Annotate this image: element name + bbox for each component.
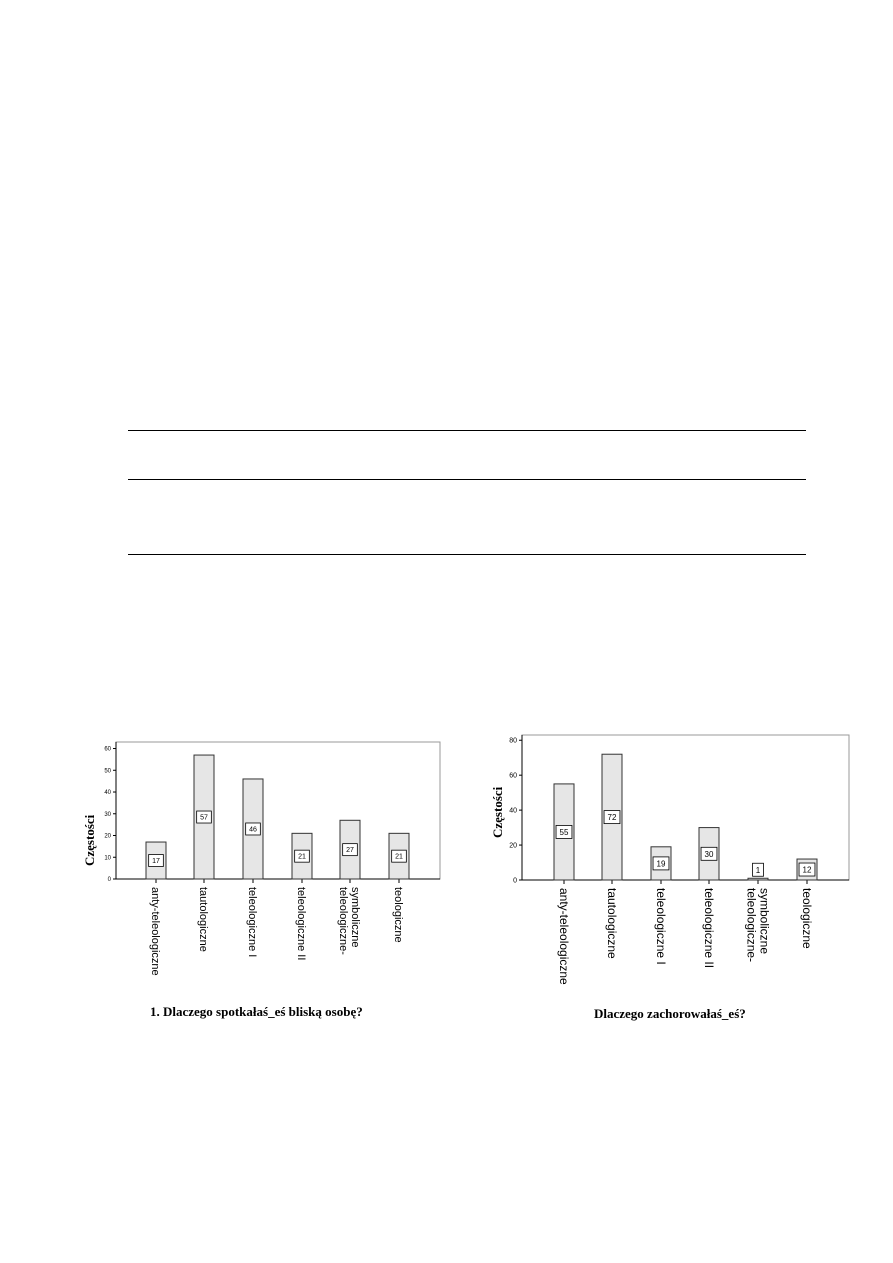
- chart-left-y-tick-label: 20: [104, 833, 111, 840]
- chart-right-value-label: 72: [607, 813, 617, 823]
- chart-left-y-tick-label: 40: [104, 790, 111, 797]
- chart-left-category-label-line: teleologiczne-: [337, 887, 350, 955]
- chart-right-category-label: [702, 888, 716, 968]
- chart-left-value-label: 57: [200, 814, 208, 822]
- chart-right-category-label: [605, 888, 619, 959]
- chart-right-bar: [748, 878, 768, 880]
- chart-right-y-tick-label: 60: [509, 772, 517, 780]
- chart-left-x-axis-title: 1. Dlaczego spotkałaś_eś bliską osobę?: [150, 1004, 363, 1019]
- chart-right-category-label: [654, 888, 668, 965]
- chart-right-category-label-line: teleologiczne I: [653, 888, 668, 965]
- chart-right-x-axis-title: Dlaczego zachorowałaś_eś?: [594, 1006, 746, 1021]
- chart-right-y-axis-label: Częstości: [490, 786, 505, 838]
- chart-right-category-label-line: teleologiczne-: [744, 888, 759, 963]
- chart-right-value-label: 55: [559, 827, 569, 837]
- chart-right-value-label: 1: [755, 865, 761, 875]
- chart-right-category-label-line: tautologiczne: [604, 888, 619, 959]
- chart-right-category-label-line: teologiczne: [799, 888, 814, 949]
- chart-left-value-label: 17: [152, 858, 160, 866]
- chart-left-value-label: 21: [298, 853, 306, 861]
- chart-left-value-label: 21: [395, 853, 403, 861]
- chart-left-y-tick-label: 60: [104, 746, 111, 753]
- chart-left-category-label-line: teleologiczne I: [246, 887, 259, 958]
- chart-left-y-tick-label: 30: [104, 811, 111, 818]
- chart-left-category-label-line: tautologiczne: [197, 887, 210, 952]
- chart-right-category-label: [744, 888, 771, 962]
- chart-left-value-label: 46: [249, 826, 257, 834]
- chart-right-value-label: 30: [704, 849, 714, 859]
- chart-left-y-axis-label: Częstości: [82, 814, 97, 866]
- chart-left-category-label-line: symboliczne: [349, 887, 362, 948]
- chart-right-y-tick-label: 0: [513, 877, 517, 885]
- chart-left-value-label: 27: [346, 847, 354, 855]
- chart-right-category-label-line: teleologiczne II: [701, 888, 716, 969]
- chart-right-category-label: [800, 888, 814, 949]
- chart-right-category-label-line: symboliczne: [757, 888, 772, 955]
- chart-left-y-tick-label: 10: [104, 855, 111, 862]
- chart-right-y-tick-label: 20: [509, 842, 517, 850]
- chart-right-category-label-line: anty-teleologiczne: [556, 888, 571, 985]
- chart-left-category-label-line: anty-teleologiczne: [149, 887, 162, 976]
- chart-right-y-tick-label: 40: [509, 807, 517, 815]
- chart-left-y-tick-label: 0: [107, 877, 111, 883]
- chart-right-value-label: 19: [656, 859, 666, 869]
- chart-left-category-label-line: teleologiczne II: [295, 887, 308, 961]
- chart-left-category-label-line: teologiczne: [392, 887, 405, 943]
- chart-right-y-tick-label: 80: [509, 737, 517, 745]
- chart-right-category-label: [557, 888, 571, 985]
- chart-right-value-label: 12: [802, 865, 812, 875]
- chart-left-y-tick-label: 50: [104, 768, 111, 775]
